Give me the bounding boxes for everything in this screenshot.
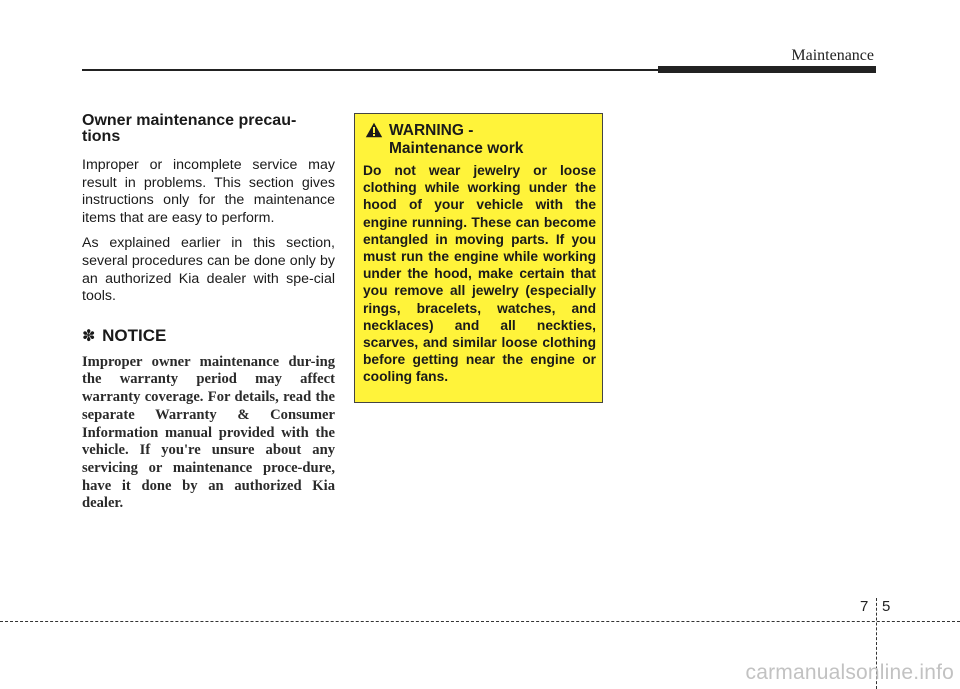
warning-title: WARNING - (389, 122, 474, 139)
chapter-number: 7 (860, 598, 869, 615)
warning-box (354, 113, 603, 403)
section-title: Maintenance (791, 47, 874, 64)
notice-heading (82, 326, 335, 346)
notice-star-icon: ✽ (82, 327, 96, 345)
intro-paragraph: Improper or incomplete service may result in problems. This section gives instructions only for the maintenance items that are easy to perform. (82, 157, 335, 226)
warning-triangle-icon (365, 122, 383, 138)
watermark: carmanualsonline.info (745, 661, 954, 684)
owner-maintenance-heading (82, 113, 335, 145)
heading-line: tions (82, 128, 121, 145)
warning-subtitle: Maintenance work (389, 140, 524, 157)
header-rule-thin (82, 69, 658, 71)
notice-label: NOTICE (102, 325, 167, 345)
left-column (82, 113, 335, 513)
footer-dashed-line (0, 621, 960, 622)
warning-body: Do not wear jewelry or loose clothing while working under the hood of your vehicle with the engine running. These can become entangled in moving parts. If you must run the engine while working under the hood, make certain that you remove all jewelry (especially rings, bracelets, watches, and necklaces) and all neckties, scarves, and similar loose clothing before getting near the engine or cooling fans. (363, 163, 596, 385)
page-number: 5 (882, 598, 891, 615)
dealer-paragraph: As explained earlier in this section, several procedures can be done only by an authorized Kia dealer with spe-cial tools. (82, 235, 335, 305)
notice-body: Improper owner maintenance dur-ing the warranty period may affect warranty coverage. For details, read the separate Warranty & Consumer Information manual provided with the vehicle. If you're unsure about any servicing or maintenance proce-dure, have it done by an authorized Kia dealer. (82, 353, 335, 512)
warning-heading (363, 122, 596, 158)
header-rule-thick (658, 66, 876, 73)
heading-line: Owner maintenance precau- (82, 112, 297, 129)
